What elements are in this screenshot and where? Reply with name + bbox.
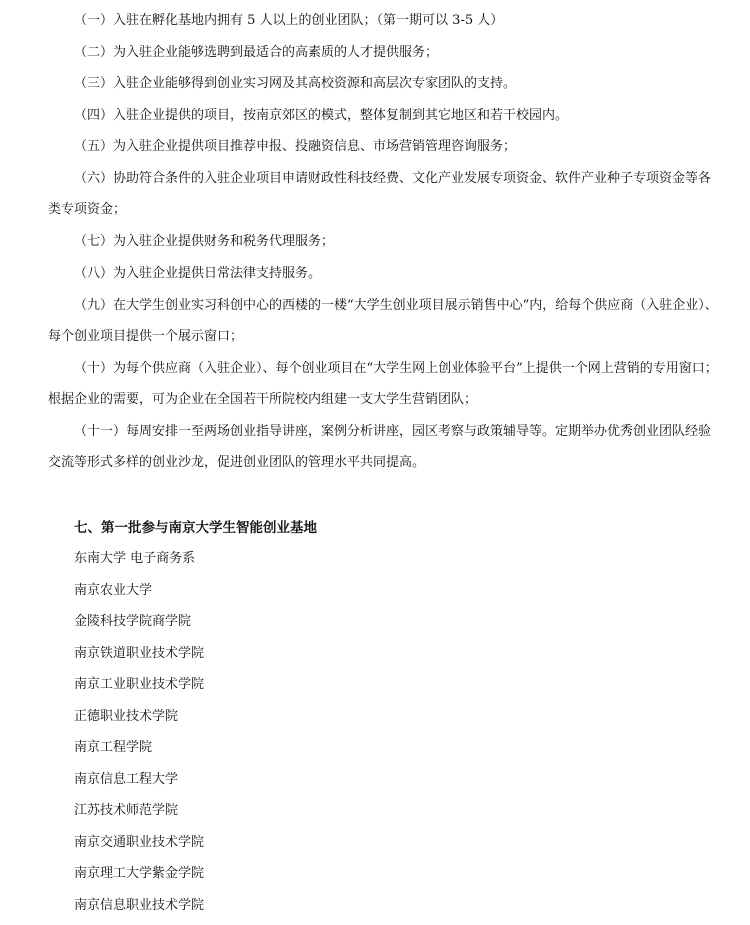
paragraph-7: （七）为入驻企业提供财务和税务代理服务； — [74, 234, 335, 249]
institution-item: 南京工程学院 — [74, 740, 153, 755]
paragraph-8: （八）为入驻企业提供日常法律支持服务。 — [74, 266, 322, 281]
paragraph-10: （十）为每个供应商（入驻企业）、每个创业项目在“大学生网上创业体验平台”上提供一个网上营销的专用窗口；根据企业的需要，可为企业在全国若干所院校内组建一支大学生营销团队； — [48, 361, 718, 407]
paragraph-4: （四）入驻企业提供的项目，按南京郊区的模式，整体复制到其它地区和若干校园内。 — [74, 108, 569, 123]
institution-item: 南京理工大学紫金学院 — [74, 866, 205, 881]
paragraph-1: （一）入驻在孵化基地内拥有 5 人以上的创业团队；（第一期可以 3-5 人） — [74, 13, 504, 28]
paragraph-11: （十一）每周安排一至两场创业指导讲座，案例分析讲座，园区考察与政策辅导等。定期举办优秀创业团队经验交流等形式多样的创业沙龙，促进创业团队的管理水平共同提高。 — [48, 424, 712, 470]
institution-item: 南京工业职业技术学院 — [74, 677, 205, 692]
paragraph-2: （二）为入驻企业能够选聘到最适合的高素质的人才提供服务； — [74, 45, 439, 60]
institution-item: 南京信息工程大学 — [74, 772, 179, 787]
institution-item: 金陵科技学院商学院 — [74, 614, 192, 629]
institution-item: 南京铁道职业技术学院 — [74, 646, 205, 661]
institution-item: 南京交通职业技术学院 — [74, 835, 205, 850]
institution-item: 南京农业大学 — [74, 583, 153, 598]
section-heading: 七、第一批参与南京大学生智能创业基地 — [74, 520, 317, 536]
institution-item: 南京信息职业技术学院 — [74, 898, 205, 913]
institution-item: 东南大学 电子商务系 — [74, 551, 196, 566]
paragraph-3: （三）入驻企业能够得到创业实习网及其高校资源和高层次专家团队的支持。 — [74, 76, 517, 91]
paragraph-9: （九）在大学生创业实习科创中心的西楼的一楼“大学生创业项目展示销售中心”内，给每个供应商（入驻企业）、每个创业项目提供一个展示窗口； — [48, 298, 718, 344]
institution-item: 江苏技术师范学院 — [74, 803, 179, 818]
paragraph-5: （五）为入驻企业提供项目推荐申报、投融资信息、市场营销管理咨询服务； — [74, 139, 517, 154]
paragraph-6: （六）协助符合条件的入驻企业项目申请财政性科技经费、文化产业发展专项资金、软件产业种子专项资金等各类专项资金； — [48, 171, 712, 217]
institution-item: 正德职业技术学院 — [74, 709, 179, 724]
